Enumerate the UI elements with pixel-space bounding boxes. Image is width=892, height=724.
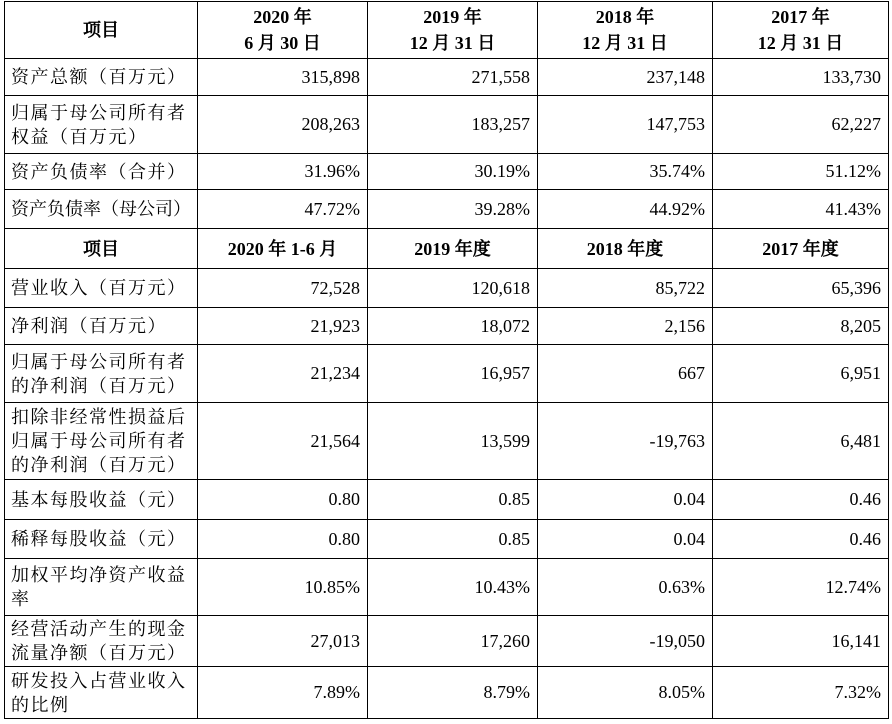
row-net-profit <box>5 308 889 345</box>
row-label-line: 加权平均净资产收益 <box>11 565 187 585</box>
row-label-line: 资产总额（百万元） <box>11 67 187 87</box>
row-debt-ratio-consolidated <box>5 154 889 190</box>
value-2020-h1: 21,923 <box>198 308 368 345</box>
row-rd-to-revenue-ratio <box>5 667 889 719</box>
value-2017: 12.74% <box>713 559 889 616</box>
value-2020-06-30: 208,263 <box>198 96 368 154</box>
value-2017: 7.32% <box>713 667 889 719</box>
row-label-line: 率 <box>11 589 31 609</box>
value-2019: 0.85 <box>368 520 538 559</box>
row-total-assets <box>5 59 889 96</box>
value-2020-h1: 27,013 <box>198 616 368 667</box>
row-label <box>5 559 198 616</box>
value-2017: 8,205 <box>713 308 889 345</box>
value-2018: 0.04 <box>538 520 713 559</box>
row-label-line: 研发投入占营业收入 <box>11 670 187 691</box>
row-label-line: 资产负债率（母公司） <box>11 199 191 219</box>
value-2019: 16,957 <box>368 345 538 403</box>
row-label-line: 基本每股收益（元） <box>11 489 187 510</box>
value-2020-h1: 10.85% <box>198 559 368 616</box>
row-label-line: 营业收入（百万元） <box>11 278 187 298</box>
row-label <box>5 403 198 480</box>
value-2018: -19,050 <box>538 616 713 667</box>
value-2020-06-30: 47.72% <box>198 190 368 229</box>
value-2017: 16,141 <box>713 616 889 667</box>
value-2020-h1: 21,234 <box>198 345 368 403</box>
row-operating-cash-flow <box>5 616 889 667</box>
row-debt-ratio-parent <box>5 190 889 229</box>
value-2018: 85,722 <box>538 269 713 308</box>
row-label <box>5 269 198 308</box>
row-label <box>5 616 198 667</box>
row-label <box>5 308 198 345</box>
value-2019: 0.85 <box>368 480 538 520</box>
row-label <box>5 667 198 719</box>
value-2019: 120,618 <box>368 269 538 308</box>
row-basic-eps <box>5 480 889 520</box>
header-date-line: 6 月 30 日 <box>244 33 321 53</box>
value-2019-12-31: 271,558 <box>368 59 538 96</box>
value-2018: 0.63% <box>538 559 713 616</box>
col-header-2018-12-31 <box>538 2 713 59</box>
value-2020-h1: 0.80 <box>198 480 368 520</box>
row-label-line: 归属于母公司所有者 <box>11 431 187 451</box>
value-2018: -19,763 <box>538 403 713 480</box>
value-2020-h1: 7.89% <box>198 667 368 719</box>
row-net-profit-attributable <box>5 345 889 403</box>
header-date-line: 12 月 31 日 <box>757 33 844 53</box>
value-2019: 18,072 <box>368 308 538 345</box>
row-label-line: 的净利润（百万元） <box>11 455 187 475</box>
value-2017: 6,951 <box>713 345 889 403</box>
value-2018-12-31: 44.92% <box>538 190 713 229</box>
income-header-row <box>5 229 889 269</box>
row-label-line: 权益（百万元） <box>11 126 148 147</box>
header-year-line: 2018 年 <box>595 7 655 27</box>
col-header-2020-06-30 <box>198 2 368 59</box>
value-2019-12-31: 183,257 <box>368 96 538 154</box>
value-2018-12-31: 147,753 <box>538 96 713 154</box>
value-2019: 17,260 <box>368 616 538 667</box>
row-diluted-eps <box>5 520 889 559</box>
row-label-line: 的净利润（百万元） <box>11 375 187 396</box>
value-2019: 8.79% <box>368 667 538 719</box>
row-label-line: 资产负债率（合并） <box>11 161 187 182</box>
header-date-line: 12 月 31 日 <box>582 33 668 53</box>
value-2017: 6,481 <box>713 403 889 480</box>
value-2017: 0.46 <box>713 520 889 559</box>
value-2020-06-30: 315,898 <box>198 59 368 96</box>
value-2019: 10.43% <box>368 559 538 616</box>
value-2018: 8.05% <box>538 667 713 719</box>
row-label-line: 归属于母公司所有者 <box>11 351 187 372</box>
value-2018-12-31: 35.74% <box>538 154 713 190</box>
row-label <box>5 59 198 96</box>
value-2018: 667 <box>538 345 713 403</box>
header-date-line: 12 月 31 日 <box>409 33 496 53</box>
row-label-line: 流量净额（百万元） <box>11 643 187 663</box>
value-2017: 0.46 <box>713 480 889 520</box>
col-header-2017-full-year: 2017 年度 <box>713 229 889 269</box>
header-year-line: 2019 年 <box>423 7 482 27</box>
value-2017-12-31: 41.43% <box>713 190 889 229</box>
financial-summary-table <box>4 1 889 719</box>
value-2017: 65,396 <box>713 269 889 308</box>
row-label-line: 经营活动产生的现金 <box>11 619 187 639</box>
row-label <box>5 154 198 190</box>
value-2017-12-31: 51.12% <box>713 154 889 190</box>
header-item: 项目 <box>5 229 198 269</box>
value-2018: 0.04 <box>538 480 713 520</box>
balance-header-row <box>5 2 889 59</box>
col-header-2017-12-31 <box>713 2 889 59</box>
row-label-line: 扣除非经常性损益后 <box>11 407 187 427</box>
value-2020-06-30: 31.96% <box>198 154 368 190</box>
row-label <box>5 190 198 229</box>
row-label-line: 稀释每股收益（元） <box>11 529 187 549</box>
col-header-2020-h1: 2020 年 1-6 月 <box>198 229 368 269</box>
value-2020-h1: 21,564 <box>198 403 368 480</box>
value-2019-12-31: 39.28% <box>368 190 538 229</box>
row-equity-attributable <box>5 96 889 154</box>
header-year-line: 2017 年 <box>771 7 830 27</box>
row-net-profit-excl-nonrecurring <box>5 403 889 480</box>
value-2020-h1: 72,528 <box>198 269 368 308</box>
row-label-line: 的比例 <box>11 694 70 715</box>
row-label <box>5 480 198 520</box>
header-year-line: 2020 年 <box>253 7 312 27</box>
col-header-2019-full-year: 2019 年度 <box>368 229 538 269</box>
value-2019-12-31: 30.19% <box>368 154 538 190</box>
row-label-line: 归属于母公司所有者 <box>11 102 187 123</box>
row-operating-revenue <box>5 269 889 308</box>
row-label <box>5 520 198 559</box>
value-2018: 2,156 <box>538 308 713 345</box>
value-2017-12-31: 62,227 <box>713 96 889 154</box>
value-2020-h1: 0.80 <box>198 520 368 559</box>
value-2017-12-31: 133,730 <box>713 59 889 96</box>
col-header-2019-12-31 <box>368 2 538 59</box>
row-weighted-roe <box>5 559 889 616</box>
header-item: 项目 <box>5 2 198 59</box>
row-label <box>5 96 198 154</box>
value-2019: 13,599 <box>368 403 538 480</box>
value-2018-12-31: 237,148 <box>538 59 713 96</box>
col-header-2018-full-year: 2018 年度 <box>538 229 713 269</box>
row-label-line: 净利润（百万元） <box>11 316 167 336</box>
row-label <box>5 345 198 403</box>
